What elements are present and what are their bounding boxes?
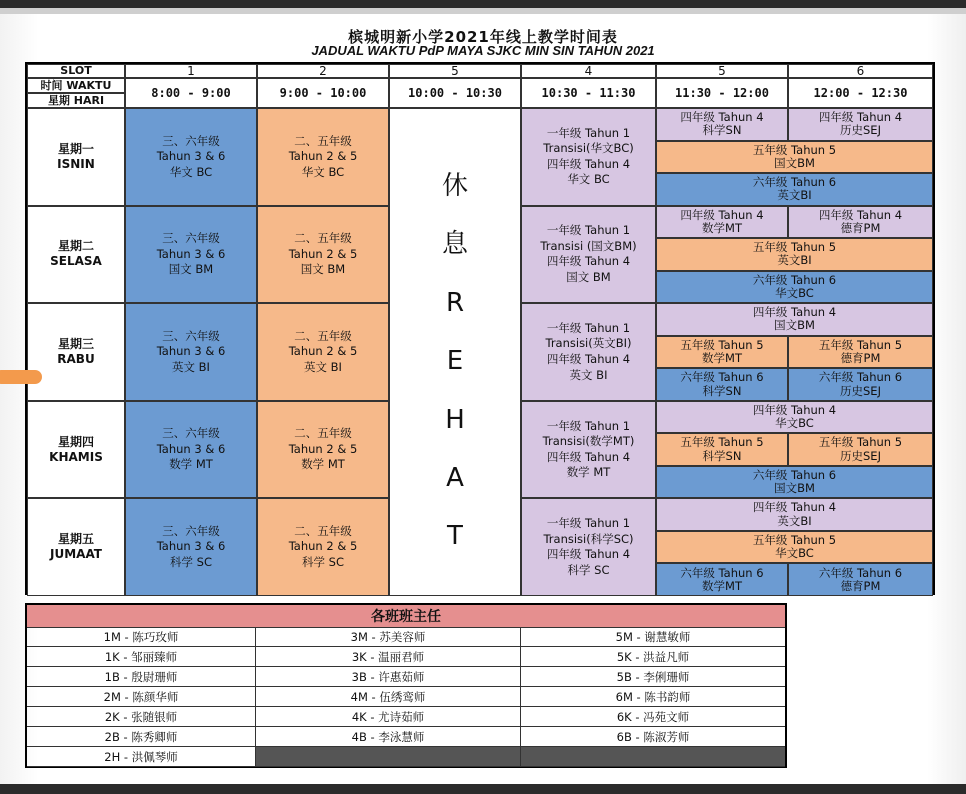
slot-time: 11:30 - 12:00 [656, 78, 788, 108]
class-teacher-entry: 4B - 李泳慧师 [256, 727, 521, 747]
slot2-lesson: 二、五年级 Tahun 2 & 5 华文 BC [257, 108, 389, 206]
rehat-letter: E [446, 346, 464, 377]
day-label: 星期一 ISNIN [27, 108, 125, 206]
slot-time: 10:00 - 10:30 [389, 78, 521, 108]
late-lesson: 五年级 Tahun 5 科学SN [656, 433, 788, 466]
slot2-lesson: 二、五年级 Tahun 2 & 5 科学 SC [257, 498, 389, 596]
late-lesson: 六年级 Tahun 6 德育PM [788, 563, 933, 596]
late-lesson: 五年级 Tahun 5 数学MT [656, 336, 788, 369]
class-teachers-table [25, 603, 787, 768]
slot-number: 5 [656, 64, 788, 78]
class-teacher-entry: 2B - 陈秀卿师 [27, 727, 256, 747]
slot2-lesson: 二、五年级 Tahun 2 & 5 国文 BM [257, 206, 389, 304]
class-teacher-entry: 5M - 谢慧敏师 [521, 627, 785, 647]
rehat-letter: 休 [441, 170, 468, 201]
day-label: 星期三 RABU [27, 303, 125, 401]
slot2-lesson: 二、五年级 Tahun 2 & 5 英文 BI [257, 303, 389, 401]
orange-highlight-mark [0, 370, 42, 384]
late-lesson: 六年级 Tahun 6 英文BI [656, 173, 933, 206]
class-teachers-title: 各班班主任 [27, 605, 785, 628]
late-lesson: 五年级 Tahun 5 华文BC [656, 531, 933, 564]
hari-label: 星期 HARI [27, 93, 125, 108]
day-label: 星期四 KHAMIS [27, 401, 125, 499]
slot1-lesson: 三、六年级 Tahun 3 & 6 数学 MT [125, 401, 257, 499]
class-teacher-entry: 3M - 苏美容师 [256, 627, 521, 647]
late-lesson: 五年级 Tahun 5 英文BI [656, 238, 933, 271]
class-teacher-entry: 3B - 许惠茹师 [256, 667, 521, 687]
title-malay: JADUAL WAKTU PdP MAYA SJKC MIN SIN TAHUN 2021 [311, 43, 655, 58]
slot4-lesson: 一年级 Tahun 1 Transisi(华文BC) 四年级 Tahun 4 华文 BC [521, 108, 656, 206]
rehat-break-cell [389, 108, 521, 596]
slot-time: 10:30 - 11:30 [521, 78, 656, 108]
late-lesson: 六年级 Tahun 6 历史SEJ [788, 368, 933, 401]
late-lesson: 六年级 Tahun 6 数学MT [656, 563, 788, 596]
class-teacher-entry: 5B - 李俐珊师 [521, 667, 785, 687]
empty-cell [256, 747, 521, 767]
slot-number: 4 [521, 64, 656, 78]
late-lesson: 四年级 Tahun 4 英文BI [656, 498, 933, 531]
class-teacher-entry: 2K - 张随银师 [27, 707, 256, 727]
late-lesson: 四年级 Tahun 4 数学MT [656, 206, 788, 239]
slot4-lesson: 一年级 Tahun 1 Transisi(数学MT) 四年级 Tahun 4 数学 MT [521, 401, 656, 499]
class-teacher-entry: 3K - 温丽君师 [256, 647, 521, 667]
rehat-letter: A [446, 463, 464, 494]
rehat-letter: T [447, 521, 463, 552]
title-chinese: 槟城明新小学2021年线上教学时间表 [348, 28, 618, 46]
waktu-label: 时间 WAKTU [27, 78, 125, 93]
timetable-grid [25, 62, 935, 595]
class-teacher-entry: 4M - 伍绣鸾师 [256, 687, 521, 707]
late-lesson: 六年级 Tahun 6 国文BM [656, 466, 933, 499]
class-teacher-entry: 2H - 洪佩琴师 [27, 747, 256, 767]
class-teacher-entry: 4K - 尤诗茹师 [256, 707, 521, 727]
late-lesson: 五年级 Tahun 5 历史SEJ [788, 433, 933, 466]
slot4-lesson: 一年级 Tahun 1 Transisi(科学SC) 四年级 Tahun 4 科学 SC [521, 498, 656, 596]
slot-number: 2 [257, 64, 389, 78]
slot1-lesson: 三、六年级 Tahun 3 & 6 华文 BC [125, 108, 257, 206]
late-lesson: 五年级 Tahun 5 德育PM [788, 336, 933, 369]
slot2-lesson: 二、五年级 Tahun 2 & 5 数学 MT [257, 401, 389, 499]
screen-bottom-bar [0, 784, 966, 794]
class-teacher-entry: 6B - 陈淑芳师 [521, 727, 785, 747]
rehat-letter: R [445, 287, 465, 318]
late-lesson: 四年级 Tahun 4 德育PM [788, 206, 933, 239]
rehat-letter: H [445, 404, 465, 435]
class-teacher-entry: 5K - 洪益凡师 [521, 647, 785, 667]
day-label: 星期五 JUMAAT [27, 498, 125, 596]
rehat-letter: 息 [441, 229, 468, 260]
late-lesson: 六年级 Tahun 6 科学SN [656, 368, 788, 401]
slot-number: 1 [125, 64, 257, 78]
slot1-lesson: 三、六年级 Tahun 3 & 6 科学 SC [125, 498, 257, 596]
slot1-lesson: 三、六年级 Tahun 3 & 6 英文 BI [125, 303, 257, 401]
class-teacher-entry: 1M - 陈巧玫师 [27, 627, 256, 647]
late-lesson: 六年级 Tahun 6 华文BC [656, 271, 933, 304]
late-lesson: 四年级 Tahun 4 历史SEJ [788, 108, 933, 141]
late-lesson: 四年级 Tahun 4 科学SN [656, 108, 788, 141]
slot-label: SLOT [27, 64, 125, 78]
class-teacher-entry: 1B - 殷尉珊师 [27, 667, 256, 687]
day-label: 星期二 SELASA [27, 206, 125, 304]
slot-time: 8:00 - 9:00 [125, 78, 257, 108]
empty-cell [521, 747, 785, 767]
slot-time: 12:00 - 12:30 [788, 78, 933, 108]
slot-number: 5 [389, 64, 521, 78]
class-teacher-entry: 6M - 陈书韵师 [521, 687, 785, 707]
class-teacher-entry: 6K - 冯苑文师 [521, 707, 785, 727]
class-teacher-entry: 2M - 陈颜华师 [27, 687, 256, 707]
slot4-lesson: 一年级 Tahun 1 Transisi(英文BI) 四年级 Tahun 4 英文 BI [521, 303, 656, 401]
late-lesson: 四年级 Tahun 4 国文BM [656, 303, 933, 336]
late-lesson: 四年级 Tahun 4 华文BC [656, 401, 933, 434]
late-lesson: 五年级 Tahun 5 国文BM [656, 141, 933, 174]
slot-number: 6 [788, 64, 933, 78]
slot4-lesson: 一年级 Tahun 1 Transisi (国文BM) 四年级 Tahun 4 国文 BM [521, 206, 656, 304]
class-teacher-entry: 1K - 邹丽臻师 [27, 647, 256, 667]
slot-time: 9:00 - 10:00 [257, 78, 389, 108]
slot1-lesson: 三、六年级 Tahun 3 & 6 国文 BM [125, 206, 257, 304]
